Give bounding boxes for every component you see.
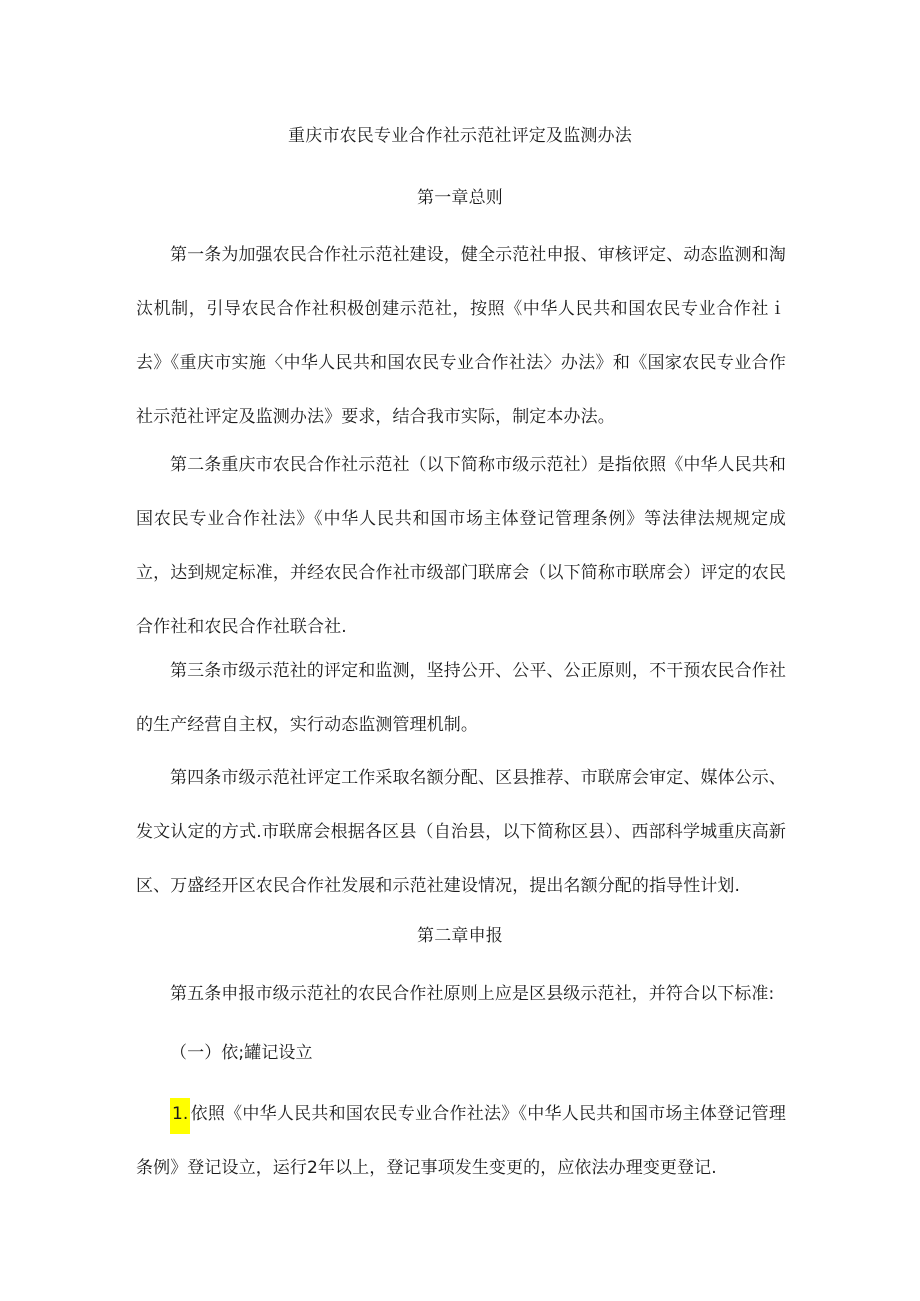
item-1-paragraph [136,1087,786,1195]
item-1-heading: （一）依;罐记设立 [170,1043,313,1063]
highlighted-item-number: 1. [170,1098,190,1134]
article-5: 第五条申报市级示范社的农民合作社原则上应是区县级示范社，并符合以下标准: [170,984,775,1004]
article-2: 第二条重庆市农民合作社示范社（以下简称市级示范社）是指依照《中华人民共和国农民专业合作社法》《中华人民共和国市场主体登记管理条例》等法律法规规定成立，达到规定标准，并经农民合作社市级部门联席会（以下简称市联席会）评定的农民合作社和农民合作社联合社. [136,455,786,637]
article-3: 第三条市级示范社的评定和监测，坚持公开、公平、公正原则，不干预农民合作社的生产经营自主权，实行动态监测管理机制。 [136,661,786,735]
chapter-2-heading: 第二章申报 [417,926,503,946]
chapter-1-heading: 第一章总则 [417,188,503,208]
document-title: 重庆市农民专业合作社示范社评定及监测办法 [288,126,632,146]
item-1-text: 依照《中华人民共和国农民专业合作社法》《中华人民共和国市场主体登记管理条例》登记设立，运行2年以上，登记事项发生变更的，应依法办理变更登记. [136,1104,786,1178]
article-4: 第四条市级示范社评定工作采取名额分配、区县推荐、市联席会审定、媒体公示、发文认定的方式.市联席会根据各区县（自治县，以下简称区县）、西部科学城重庆高新区、万盛经开区农民合作社发展和示范社建设情况，提出名额分配的指导性计划. [136,768,786,896]
article-1: 第一条为加强农民合作社示范社建设，健全示范社申报、审核评定、动态监测和淘汰机制，引导农民合作社积极创建示范社，按照《中华人民共和国农民专业合作社ｉ去》《重庆市实施〈中华人民共和国农民专业合作社法〉办法》和《国家农民专业合作社示范社评定及监测办法》要求，结合我市实际，制定本办法。 [136,245,786,427]
